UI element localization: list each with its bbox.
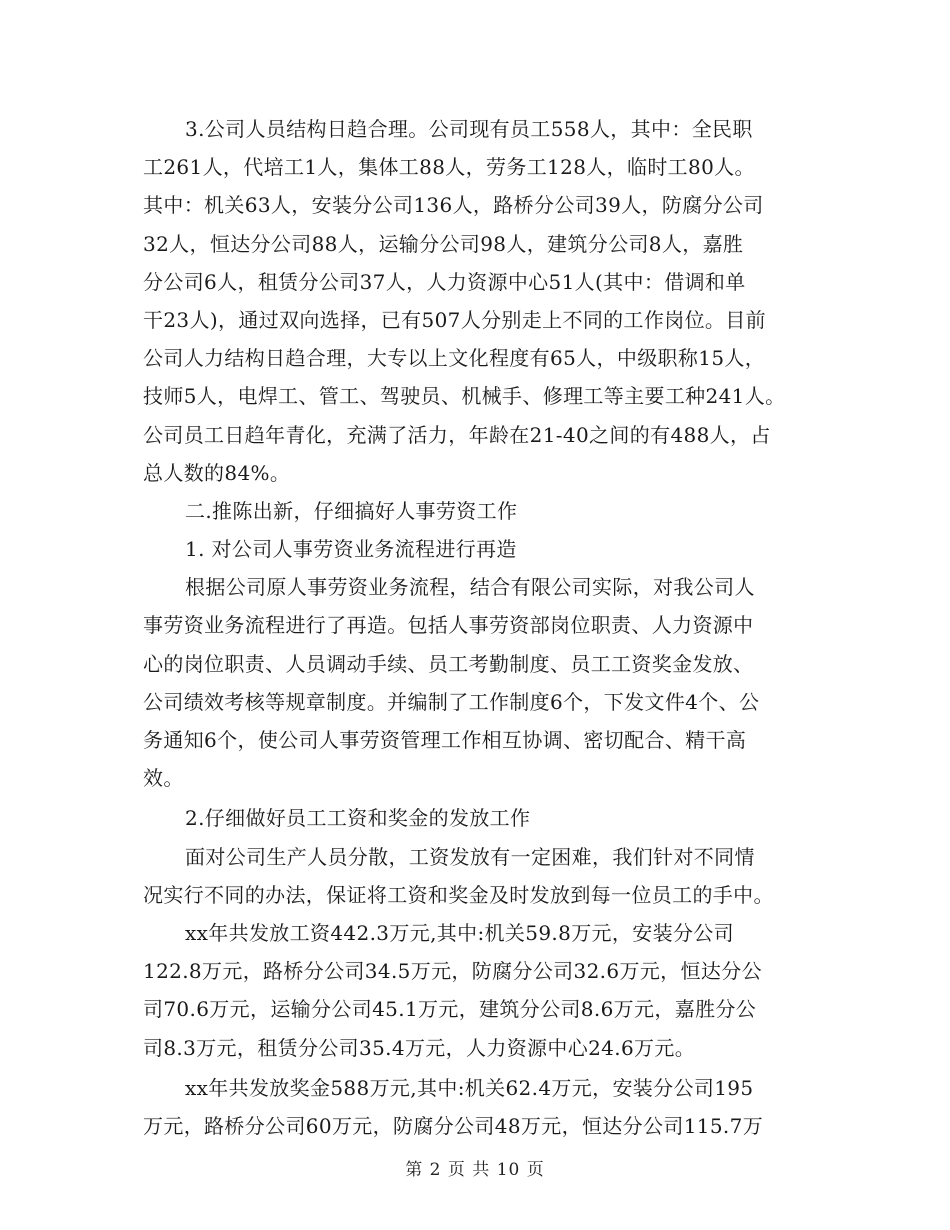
paragraph-line: 公司绩效考核等规章制度。并编制了工作制度6个，下发文件4个、公 — [143, 689, 760, 714]
paragraph-line: 面对公司生产人员分散，工资发放有一定困难，我们针对不同情 — [185, 844, 755, 869]
paragraph-line: 分公司6人，租赁分公司37人，人力资源中心51人(其中：借调和单 — [143, 269, 746, 294]
paragraph-line: 公司人力结构日趋合理，大专以上文化程度有65人，中级职称15人， — [143, 346, 766, 371]
paragraph-line: 事劳资业务流程进行了再造。包括人事劳资部岗位职责、人力资源中 — [143, 613, 754, 638]
paragraph-line: 效。 — [143, 766, 184, 791]
document-body — [143, 110, 815, 1145]
subsection-heading: 1. 对公司人事劳资业务流程进行再造 — [185, 537, 517, 562]
section-heading: 二.推陈出新，仔细搞好人事劳资工作 — [185, 498, 518, 523]
paragraph-line: 总人数的84%。 — [143, 460, 291, 485]
paragraph-line: 况实行不同的办法，保证将工资和奖金及时发放到每一位员工的手中。 — [143, 882, 774, 907]
paragraph-line: xx年共发放奖金588万元,其中:机关62.4万元，安装分公司195 — [185, 1075, 754, 1100]
paragraph-line: 122.8万元，路桥分公司34.5万元，防腐分公司32.6万元，恒达分公 — [143, 959, 762, 984]
paragraph-line: xx年共发放工资442.3万元,其中:机关59.8万元，安装分公司 — [185, 920, 734, 945]
paragraph-line: 技师5人，电焊工、管工、驾驶员、机械手、修理工等主要工种241人。 — [143, 384, 786, 409]
paragraph-line: 公司员工日趋年青化，充满了活力，年龄在21-40之间的有488人，占 — [143, 422, 771, 447]
page-number-footer: 第 2 页 共 10 页 — [405, 1160, 545, 1180]
paragraph-line: 万元，路桥分公司60万元，防腐分公司48万元，恒达分公司115.7万 — [143, 1113, 764, 1138]
paragraph-line: 3.公司人员结构日趋合理。公司现有员工558人，其中：全民职 — [185, 117, 753, 141]
paragraph-line: 干23人)，通过双向选择，已有507人分别走上不同的工作岗位。目前 — [143, 307, 766, 332]
subsection-heading: 2.仔细做好员工工资和奖金的发放工作 — [185, 806, 531, 831]
paragraph-line: 司70.6万元，运输分公司45.1万元，建筑分公司8.6万元，嘉胜分公 — [143, 997, 757, 1022]
paragraph-line: 心的岗位职责、人员调动手续、员工考勤制度、员工工资奖金发放、 — [143, 651, 754, 676]
paragraph-line: 工261人，代培工1人，集体工88人，劳务工128人，临时工80人。 — [143, 155, 755, 180]
paragraph-line: 32人，恒达分公司88人，运输分公司98人，建筑分公司8人，嘉胜 — [143, 231, 744, 256]
paragraph-line: 司8.3万元，租赁分公司35.4万元，人力资源中心24.6万元。 — [143, 1035, 696, 1060]
paragraph-line: 根据公司原人事劳资业务流程，结合有限公司实际，对我公司人 — [185, 575, 755, 600]
paragraph-line: 其中：机关63人，安装分公司136人，路桥分公司39人，防腐分公司 — [143, 193, 764, 218]
paragraph-line: 务通知6个，使公司人事劳资管理工作相互协调、密切配合、精干高 — [143, 728, 747, 752]
